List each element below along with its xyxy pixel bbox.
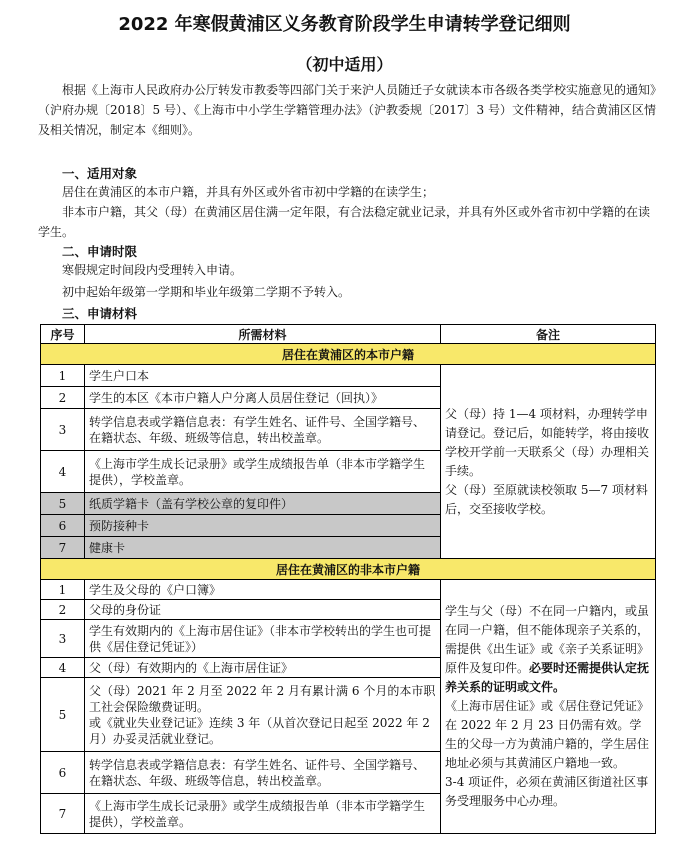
row-num: 2 (41, 600, 85, 620)
row-num: 5 (41, 678, 85, 752)
section-1-paragraph-1: 居住在黄浦区的本市户籍，并具有外区或外省市初中学籍的在读学生； (62, 185, 435, 199)
row-material: 父母的身份证 (85, 600, 441, 620)
row-material: 学生及父母的《户口簿》 (85, 580, 441, 600)
section-1-paragraph-2: 非本市户籍，其父（母）在黄浦区居住满一定年限，有合法稳定就业记录，并具有外区或外省市初中学籍的在读学生。 (38, 205, 651, 239)
row-num: 1 (41, 580, 85, 600)
row-material (85, 678, 441, 752)
materials-table (40, 324, 656, 834)
row-material: 纸质学籍卡（盖有学校公章的复印件） (85, 493, 441, 515)
row-num: 1 (41, 365, 85, 387)
intro-paragraph: 根据《上海市人民政府办公厅转发市教委等四部门关于来沪人员随迁子女就读本市各级各类学校实施意见的通知》（沪府办规〔2018〕5 号）、《上海市中小学生学籍管理办法》（沪教委规〔2017〕3 号）文件精神，结合黄浦区区情及相关情况，制定本《细则》。 (38, 83, 657, 137)
document-subtitle: （初中适用） (296, 55, 393, 74)
section-3-title: 三、申请材料 (62, 306, 138, 321)
row-material: 预防接种卡 (85, 515, 441, 537)
section-2-paragraph-1: 寒假规定时间段内受理转入申请。 (62, 263, 243, 277)
row-material: 学生的本区《本市户籍人户分离人员居住登记（回执）》 (85, 387, 441, 409)
row-material: 转学信息表或学籍信息表：有学生姓名、证件号、全国学籍号、在籍状态、年级、班级等信息，转出校盖章。 (85, 409, 441, 451)
group-1-note-paragraph-1: 父（母）持 1—4 项材料，办理转学申请登记。登记后，如能转学，将由接收学校开学前一天联系父（母）办理相关手续。 (445, 406, 650, 478)
row-num: 6 (41, 515, 85, 537)
row-material: 转学信息表或学籍信息表：有学生姓名、证件号、全国学籍号、在籍状态、年级、班级等信息，转出校盖章。 (85, 752, 441, 794)
row-num: 6 (41, 752, 85, 794)
group-2-note-text: 学生与父（母）不在同一户籍内，或虽在同一户籍，但不能体现亲子关系的，需提供《出生证》或《亲子关系证明》原件及复印件。 (445, 604, 650, 675)
header-material: 所需材料 (85, 325, 441, 344)
row-num: 7 (41, 537, 85, 559)
row-num: 4 (41, 451, 85, 493)
section-2-title: 二、申请时限 (62, 244, 138, 259)
table-row (41, 580, 656, 600)
group-2-note-paragraph-2: 《上海市居住证》或《居住登记凭证》在 2022 年 2 月 23 日仍需有效。学生的父母一方为黄浦户籍的，学生居住地址必须与其黄浦区户籍地一致。 (445, 699, 650, 770)
row-num: 3 (41, 620, 85, 658)
section-1-title: 一、适用对象 (62, 166, 138, 181)
row-material: 健康卡 (85, 537, 441, 559)
row-num: 7 (41, 794, 85, 834)
row-num: 4 (41, 658, 85, 678)
row-num: 2 (41, 387, 85, 409)
table-row (41, 365, 656, 387)
group-2-note-bold: 必要时还需提供认定抚养关系的证明或文件。 (445, 661, 650, 694)
section-2-paragraph-2: 初中起始年级第一学期和毕业年级第二学期不予转入。 (62, 285, 351, 299)
group-2-note-paragraph-3: 3-4 项证件，必须在黄浦区街道社区事务受理服务中心办理。 (445, 775, 649, 808)
group-2-header (41, 559, 656, 580)
header-note: 备注 (441, 325, 656, 344)
group-1-note-paragraph-2: 父（母）至原就读校领取 5—7 项材料后，交至接收学校。 (445, 482, 648, 516)
row-material-line-1: 父（母）2021 年 2 月至 2022 年 2 月有累计满 6 个月的本市职工社会保险缴费证明。 (89, 683, 436, 714)
row-material: 父（母）有效期内的《上海市居住证》 (85, 658, 441, 678)
group-2-note-paragraph-1 (445, 602, 651, 697)
header-num: 序号 (41, 325, 85, 344)
table-header-row (41, 325, 656, 344)
group-2-title: 居住在黄浦区的非本市户籍 (41, 559, 656, 580)
row-num: 5 (41, 493, 85, 515)
group-1-header (41, 344, 656, 365)
row-material: 学生有效期内的《上海市居住证》（非本市学校转出的学生也可提供《居住登记凭证》） (85, 620, 441, 658)
group-1-title: 居住在黄浦区的本市户籍 (41, 344, 656, 365)
group-1-note (441, 365, 656, 559)
group-2-note (441, 580, 656, 834)
row-material: 《上海市学生成长记录册》或学生成绩报告单（非本市学籍学生提供），学校盖章。 (85, 794, 441, 834)
row-material-line-2: 或《就业失业登记证》连续 3 年（从首次登记日起至 2022 年 2 月）办妥灵活就业登记。 (89, 715, 430, 746)
row-material: 《上海市学生成长记录册》或学生成绩报告单（非本市学籍学生提供），学校盖章。 (85, 451, 441, 493)
document-title: 2022 年寒假黄浦区义务教育阶段学生申请转学登记细则 (118, 14, 571, 35)
row-material: 学生户口本 (85, 365, 441, 387)
row-num: 3 (41, 409, 85, 451)
